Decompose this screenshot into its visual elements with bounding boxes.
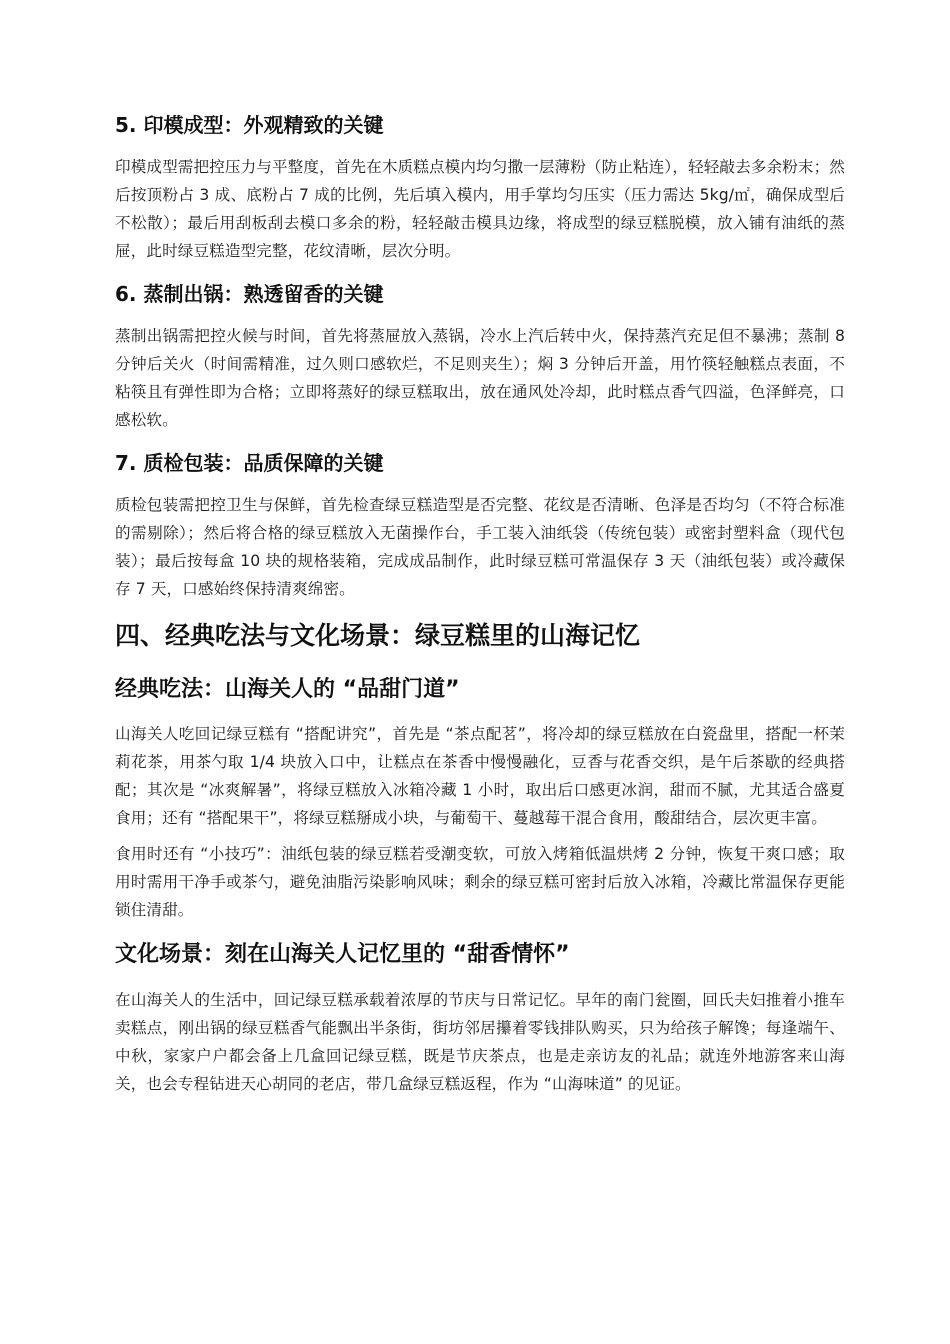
step-6-section	[115, 281, 845, 434]
document-page	[115, 112, 845, 1114]
eating-paragraph-1: 山海关人吃回记绿豆糕有 “搭配讲究”，首先是 “茶点配茗”，将冷却的绿豆糕放在白瓷盘里，搭配一杯茉莉花茶，用茶勺取 1/4 块放入口中，让糕点在茶香中慢慢融化，豆香与花香交织，是午后茶歇的经典搭配；其次是 “冰爽解暑”，将绿豆糕放入冰箱冷藏 1 小时，取出后口感更冰润，甜而不腻，尤其适合盛夏食用；还有 “搭配果干”，将绿豆糕掰成小块，与葡萄干、蔓越莓干混合食用，酸甜结合，层次更丰富。	[115, 725, 845, 828]
step-5-paragraph: 印模成型需把控压力与平整度，首先在木质糕点模内均匀撒一层薄粉（防止粘连），轻轻敲去多余粉末；然后按顶粉占 3 成、底粉占 7 成的比例，先后填入模内，用手掌均匀压实（压力需达 5kg/㎡，确保成型后不松散）；最后用刮板刮去模口多余的粉，轻轻敲击模具边缘，将成型的绿豆糕脱模，放入铺有油纸的蒸屉，此时绿豆糕造型完整，花纹清晰，层次分明。	[115, 158, 845, 260]
culture-paragraph: 在山海关人的生活中，回记绿豆糕承载着浓厚的节庆与日常记忆。早年的南门瓮圈，回氏夫妇推着小推车卖糕点，刚出锅的绿豆糕香气能飘出半条街，街坊邻居攥着零钱排队购买，只为给孩子解馋；每逢端午、中秋，家家户户都会备上几盒回记绿豆糕，既是节庆茶点，也是走亲访友的礼品；就连外地游客来山海关，也会专程钻进天心胡同的老店，带几盒绿豆糕返程，作为 “山海味道” 的见证。	[115, 991, 845, 1094]
culture-section	[115, 940, 845, 1098]
step-5-section	[115, 112, 845, 265]
culture-heading: 文化场景：刻在山海关人记忆里的 “甜香情怀”	[115, 942, 570, 968]
step-6-heading: 6. 蒸制出锅：熟透留香的关键	[115, 282, 384, 306]
step-7-section	[115, 450, 845, 603]
section-4-heading: 四、经典吃法与文化场景：绿豆糕里的山海记忆	[115, 621, 641, 650]
eating-paragraph-2: 食用时还有 “小技巧”：油纸包装的绿豆糕若受潮变软，可放入烤箱低温烘烤 2 分钟，恢复干爽口感；取用时需用干净手或茶勺，避免油脂污染影响风味；剩余的绿豆糕可密封后放入冰箱，冷藏比常温保存更能锁住清甜。	[115, 845, 845, 920]
eating-section	[115, 675, 845, 925]
eating-heading: 经典吃法：山海关人的 “品甜门道”	[115, 676, 460, 702]
step-7-heading: 7. 质检包装：品质保障的关键	[115, 451, 384, 475]
step-7-paragraph: 质检包装需把控卫生与保鲜，首先检查绿豆糕造型是否完整、花纹是否清晰、色泽是否均匀（不符合标准的需剔除）；然后将合格的绿豆糕放入无菌操作台，手工装入油纸袋（传统包装）或密封塑料盒（现代包装）；最后按每盒 10 块的规格装箱，完成成品制作，此时绿豆糕可常温保存 3 天（油纸包装）或冷藏保存 7 天，口感始终保持清爽绵密。	[115, 496, 845, 598]
step-5-heading: 5. 印模成型：外观精致的关键	[115, 113, 384, 137]
step-6-paragraph: 蒸制出锅需把控火候与时间，首先将蒸屉放入蒸锅，冷水上汽后转中火，保持蒸汽充足但不暴沸；蒸制 8 分钟后关火（时间需精准，过久则口感软烂，不足则夹生）；焖 3 分钟后开盖，用竹筷轻触糕点表面，不粘筷且有弹性即为合格；立即将蒸好的绿豆糕取出，放在通风处冷却，此时糕点香气四溢，色泽鲜亮，口感松软。	[115, 327, 845, 429]
